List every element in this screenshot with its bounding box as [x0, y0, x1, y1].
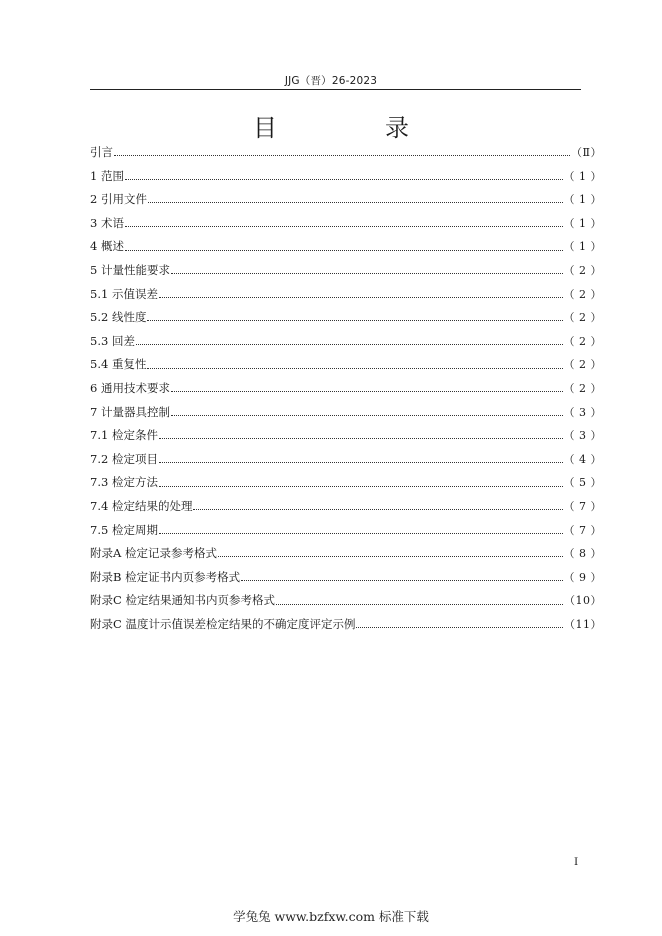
toc-entry[interactable]	[90, 259, 602, 283]
leader-dots	[171, 409, 563, 416]
toc-entry[interactable]	[90, 424, 602, 448]
toc-entry-page: （ 2 ）	[563, 287, 602, 301]
header-divider	[90, 89, 581, 90]
leader-dots	[125, 173, 563, 180]
toc-entry-page: （10）	[564, 594, 602, 608]
leader-dots	[148, 196, 563, 203]
toc-entry-page: （ 3 ）	[563, 405, 602, 419]
toc-entry-page: （ 1 ）	[563, 240, 602, 254]
leader-dots	[171, 385, 563, 392]
footer-watermark: 学兔兔 www.bzfxw.com 标准下载	[233, 909, 429, 924]
leader-dots	[159, 527, 563, 534]
leader-dots	[159, 291, 563, 298]
toc-entry-page: （ 1 ）	[563, 216, 602, 230]
toc-entry-label: 5.4 重复性	[90, 357, 147, 372]
page-number: I	[574, 856, 579, 868]
toc-entry-page: （ 1 ）	[563, 169, 602, 183]
toc-entry[interactable]	[90, 401, 602, 425]
toc-entry-label: 7.2 检定项目	[90, 451, 158, 466]
toc-entry-page: （ 3 ）	[563, 429, 602, 443]
toc-entry-label: 7.1 检定条件	[90, 428, 158, 443]
leader-dots	[114, 149, 570, 156]
leader-dots	[159, 456, 563, 463]
toc-entry-label: 4 概述	[90, 239, 124, 254]
toc-entry-page: （ 2 ）	[563, 311, 602, 325]
toc-entry-label: 5.2 线性度	[90, 310, 147, 325]
toc-entry[interactable]	[90, 330, 602, 354]
toc-entry-label: 7.5 检定周期	[90, 522, 158, 537]
leader-dots	[125, 220, 563, 227]
toc-entry[interactable]	[90, 566, 602, 590]
toc-entry-page: （Ⅱ）	[571, 146, 602, 159]
toc-entry-label: 7.3 检定方法	[90, 475, 158, 490]
toc-entry[interactable]	[90, 542, 602, 566]
toc-entry[interactable]	[90, 235, 602, 259]
toc-entry-page: （ 2 ）	[563, 358, 602, 372]
toc-entry-page: （ 8 ）	[563, 547, 602, 561]
toc-entry-label: 5 计量性能要求	[90, 262, 170, 277]
toc-entry-page: （ 4 ）	[563, 452, 602, 466]
leader-dots	[171, 267, 563, 274]
toc-entry[interactable]	[90, 306, 602, 330]
toc-entry-label: 引言	[90, 145, 113, 159]
toc-entry-page: （ 2 ）	[563, 381, 602, 395]
toc-entry[interactable]	[90, 188, 602, 212]
toc-entry[interactable]	[90, 471, 602, 495]
toc-entry[interactable]	[90, 165, 602, 189]
toc-entry-page: （ 9 ）	[563, 570, 602, 584]
toc-entry-page: （ 1 ）	[563, 193, 602, 207]
toc-entry-label: 附录C 温度计示值误差检定结果的不确定度评定示例	[90, 616, 356, 631]
leader-dots	[218, 550, 563, 557]
toc-entry-page: （ 7 ）	[563, 499, 602, 513]
toc-entry-page: （11）	[564, 617, 602, 631]
toc-entry-label: 2 引用文件	[90, 192, 147, 207]
toc-list	[90, 141, 602, 636]
toc-entry-label: 5.3 回差	[90, 333, 135, 348]
toc-entry-label: 附录A 检定记录参考格式	[90, 546, 217, 561]
toc-entry[interactable]	[90, 377, 602, 401]
document-code-header: JJG（晋）26-2023	[284, 75, 378, 87]
leader-dots	[147, 314, 562, 321]
toc-entry-label: 7.4 检定结果的处理	[90, 498, 193, 513]
toc-entry[interactable]	[90, 353, 602, 377]
leader-dots	[356, 621, 563, 628]
leader-dots	[147, 362, 562, 369]
leader-dots	[125, 244, 563, 251]
toc-entry-label: 附录C 检定结果通知书内页参考格式	[90, 593, 275, 608]
toc-entry[interactable]	[90, 448, 602, 472]
leader-dots	[136, 338, 563, 345]
toc-entry-label: 7 计量器具控制	[90, 404, 170, 419]
leader-dots	[159, 480, 563, 487]
leader-dots	[276, 598, 563, 605]
toc-entry[interactable]	[90, 613, 602, 637]
toc-entry-label: 6 通用技术要求	[90, 380, 170, 395]
toc-entry[interactable]	[90, 212, 602, 236]
toc-entry-page: （ 7 ）	[563, 523, 602, 537]
leader-dots	[193, 503, 562, 510]
toc-entry-page: （ 2 ）	[563, 334, 602, 348]
toc-title: 目 录	[253, 114, 451, 142]
toc-entry-page: （ 2 ）	[563, 263, 602, 277]
toc-entry-label: 附录B 检定证书内页参考格式	[90, 569, 241, 584]
toc-entry[interactable]	[90, 519, 602, 543]
toc-entry[interactable]	[90, 141, 602, 165]
toc-entry-page: （ 5 ）	[563, 476, 602, 490]
toc-entry-label: 1 范围	[90, 168, 124, 183]
leader-dots	[241, 574, 562, 581]
toc-entry-label: 3 术语	[90, 215, 124, 230]
toc-entry[interactable]	[90, 589, 602, 613]
toc-entry[interactable]	[90, 283, 602, 307]
toc-entry-label: 5.1 示值误差	[90, 286, 158, 301]
toc-entry[interactable]	[90, 495, 602, 519]
leader-dots	[159, 432, 563, 439]
